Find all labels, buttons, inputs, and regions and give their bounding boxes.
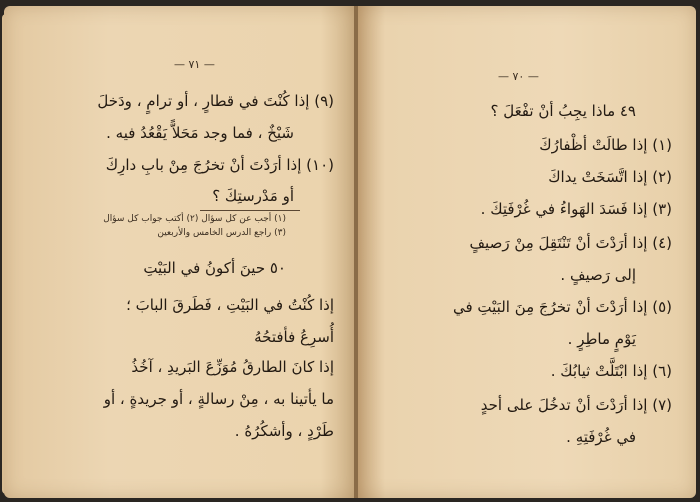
right-page-number: — ٧٠ — xyxy=(498,70,539,83)
right-line-1: (١) إذا طالَتْ أظْفارُكَ xyxy=(539,136,672,154)
open-book xyxy=(4,6,696,498)
right-line-7: يَوْمٍ ماطِرٍ . xyxy=(567,330,636,348)
right-line-4: (٤) إذا أرَدْتَ أنْ تَنْتَقِلَ مِنْ رَصيفٍ xyxy=(469,234,672,252)
right-page xyxy=(358,6,696,498)
lesson-line-5: طَرْدٍ ، وأشكُرُهُ . xyxy=(234,422,334,440)
right-line-6: (٥) إذا أرَدْتَ أنْ تخرُجَ مِنَ البَيْتِ في xyxy=(452,298,672,316)
right-line-9: (٧) إذا أرَدْتَ أنْ تدخُلَ على أحدٍ xyxy=(480,396,672,414)
right-line-3: (٣) إذا فَسَدَ الهَواءُ في غُرْفَتِكَ . xyxy=(480,200,672,218)
right-line-5: إلى رَصيفٍ . xyxy=(560,266,636,284)
lesson-50-heading: ٥٠ حينَ أكونُ في البَيْتِ xyxy=(143,259,286,277)
footnote-rule xyxy=(200,210,300,211)
left-line-3: (١٠) إذا أرَدْتَ أنْ تخرُجَ مِنْ بابِ دارِكَ xyxy=(105,156,334,174)
footnote-1: (١) أجب عن كل سؤال (٢) أكتب جواب كل سؤال xyxy=(103,214,286,224)
left-line-4: أو مَدْرستِكَ ؟ xyxy=(212,187,294,205)
lesson-line-2: أُسرِعُ فأفتحُهُ xyxy=(254,328,334,346)
right-line-8: (٦) إذا ابْتَلَّتْ ثيابُكَ . xyxy=(550,362,672,380)
lesson-line-1: إذا كُنْتُ في البَيْتِ ، فَطَرقَ البابَ ؛ xyxy=(126,296,334,314)
left-line-1: (٩) إذا كُنْتَ في قطارٍ ، أو ترامٍ ، ودَخلَ xyxy=(97,92,334,110)
right-line-2: (٢) إذا اتَّسَخَتْ يداكَ xyxy=(548,168,672,186)
lesson-line-3: إذا كانَ الطارقُ مُوَزِّعَ البَريدِ ، آخُذُ xyxy=(131,358,334,376)
left-page-number: — ٧١ — xyxy=(174,58,215,71)
lesson-line-4: ما يأتينا به ، مِنْ رسالةٍ ، أو جريدةٍ ، أو xyxy=(103,390,334,408)
left-line-2: شَيْخٌ ، فما وجد مَحَلاًّ يَقْعُدُ فيه . xyxy=(106,124,294,142)
left-page xyxy=(4,6,356,498)
footnote-2: (٣) راجع الدرس الخامس والأربعين xyxy=(157,228,286,238)
lesson-49-heading: ٤٩ ماذا يجِبُ أنْ تفْعَلَ ؟ xyxy=(490,102,636,120)
right-line-10: في غُرْفَتِهِ . xyxy=(566,428,636,446)
